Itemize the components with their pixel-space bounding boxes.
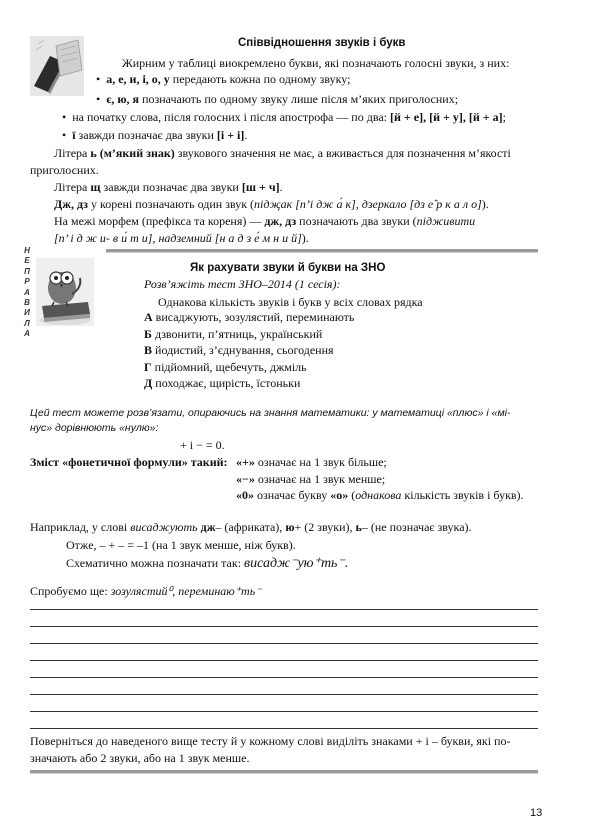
math-formula: + і − = 0. bbox=[180, 438, 225, 452]
divider-2 bbox=[30, 770, 538, 774]
bullet-1: • а, е, и, і, о, у передають кожна по одному звуку; bbox=[96, 72, 351, 86]
try-again: Спробуємо ще: зозулястий⁰, переминаю⁺ть⁻ bbox=[30, 584, 262, 598]
option-d: Д походжає, щирість, їстоньки bbox=[144, 376, 301, 390]
final-instruction-line1: Поверніться до наведеного вище тесту й у кожному слові виділіть знаками + і – букви, які по- bbox=[30, 734, 511, 748]
formula-zero: «0» означає букву «о» (однакова кількість звуків і букв). bbox=[236, 488, 524, 502]
answer-line bbox=[30, 711, 538, 712]
divider-1 bbox=[106, 249, 538, 253]
option-a: А висаджують, зозулястий, переминають bbox=[144, 310, 355, 324]
section2-subtitle: Розв’яжіть тест ЗНО–2014 (1 сесія): bbox=[144, 277, 341, 291]
para-shch: Літера щ завжди позначає два звуки [ш + ч]. bbox=[54, 180, 283, 194]
para-dzh-root: Дж, дз у корені позначають один звук (підҗак [п’і дж а́ к], дзеркало [дз е̂ р к а л о]). bbox=[54, 197, 489, 211]
bullet-4: • ї завжди позначає два звуки [і + і]. bbox=[62, 128, 248, 142]
math-note-line2: нус» дорівнюють «нулю»: bbox=[30, 422, 159, 434]
page-number: 13 bbox=[530, 807, 543, 819]
example-line3: Схематично можна позначати так: висадж⁻ую⁺ть⁻. bbox=[66, 556, 349, 571]
final-instruction-line2: значають або 2 звуки, або на 1 звук менше. bbox=[30, 751, 250, 765]
bullet-3: • на початку слова, після голосних і після апострофа — по два: [й + е], [й + у], [й + а]; bbox=[62, 110, 506, 124]
section1-title: Співвідношення звуків і букв bbox=[238, 37, 406, 49]
answer-line bbox=[30, 677, 538, 678]
example-line1: Наприклад, у слові висаджують дж– (африката), ю+ (2 звуки), ь– (не позначає звука). bbox=[30, 520, 472, 534]
books-illustration bbox=[30, 36, 84, 96]
para-soft-sign-cont: приголосних. bbox=[30, 163, 99, 177]
option-b: Б дзвонити, п’ятниць, український bbox=[144, 327, 323, 341]
section2-title: Як рахувати звуки й букви на ЗНО bbox=[190, 262, 386, 274]
para-soft-sign: Літера ь (м’який знак) звукового значення не має, а вживається для позначення м’якості bbox=[54, 146, 511, 160]
answer-line bbox=[30, 660, 538, 661]
section1-intro: Жирним у таблиці виокремлено букви, які позначають голосні звуки, з них: bbox=[122, 56, 510, 70]
answer-line bbox=[30, 643, 538, 644]
answer-line bbox=[30, 626, 538, 627]
formula-plus: «+» означає на 1 звук більше; bbox=[236, 455, 387, 469]
test-question: Однакова кількість звуків і букв у всіх словах рядка bbox=[158, 295, 423, 309]
para-morpheme: На межі морфем (префікса та кореня) — дж, дз позначають два звуки (підживити bbox=[54, 214, 476, 228]
bullet-2: • є, ю, я позначають по одному звуку лише після м’яких приголосних; bbox=[96, 92, 459, 106]
side-label-vertical: Н Е П Р А В И Л А bbox=[24, 246, 30, 339]
example-line2: Отже, – + – = –1 (на 1 звук менше, ніж букв). bbox=[66, 538, 296, 552]
answer-line bbox=[30, 728, 538, 729]
para-morpheme-cont: [п’ і д ж и‑ в и́ т и], надземний [н а д з е́ м н и й]). bbox=[54, 231, 309, 245]
option-v: В йодистий, з’єднування, сьогодення bbox=[144, 343, 334, 357]
answer-line bbox=[30, 694, 538, 695]
owl-illustration bbox=[36, 258, 94, 326]
math-note-line1: Цей тест можете розв’язати, опираючись на знання математики: у математиці «плюс» і «мі- bbox=[30, 407, 511, 419]
option-g: Г підйомний, щебечуть, джміль bbox=[144, 360, 307, 374]
formula-heading: Зміст «фонетичної формули» такий: bbox=[30, 455, 228, 469]
answer-line bbox=[30, 609, 538, 610]
bullet-dot: • bbox=[96, 72, 101, 86]
formula-minus: «−» означає на 1 звук менше; bbox=[236, 472, 386, 486]
